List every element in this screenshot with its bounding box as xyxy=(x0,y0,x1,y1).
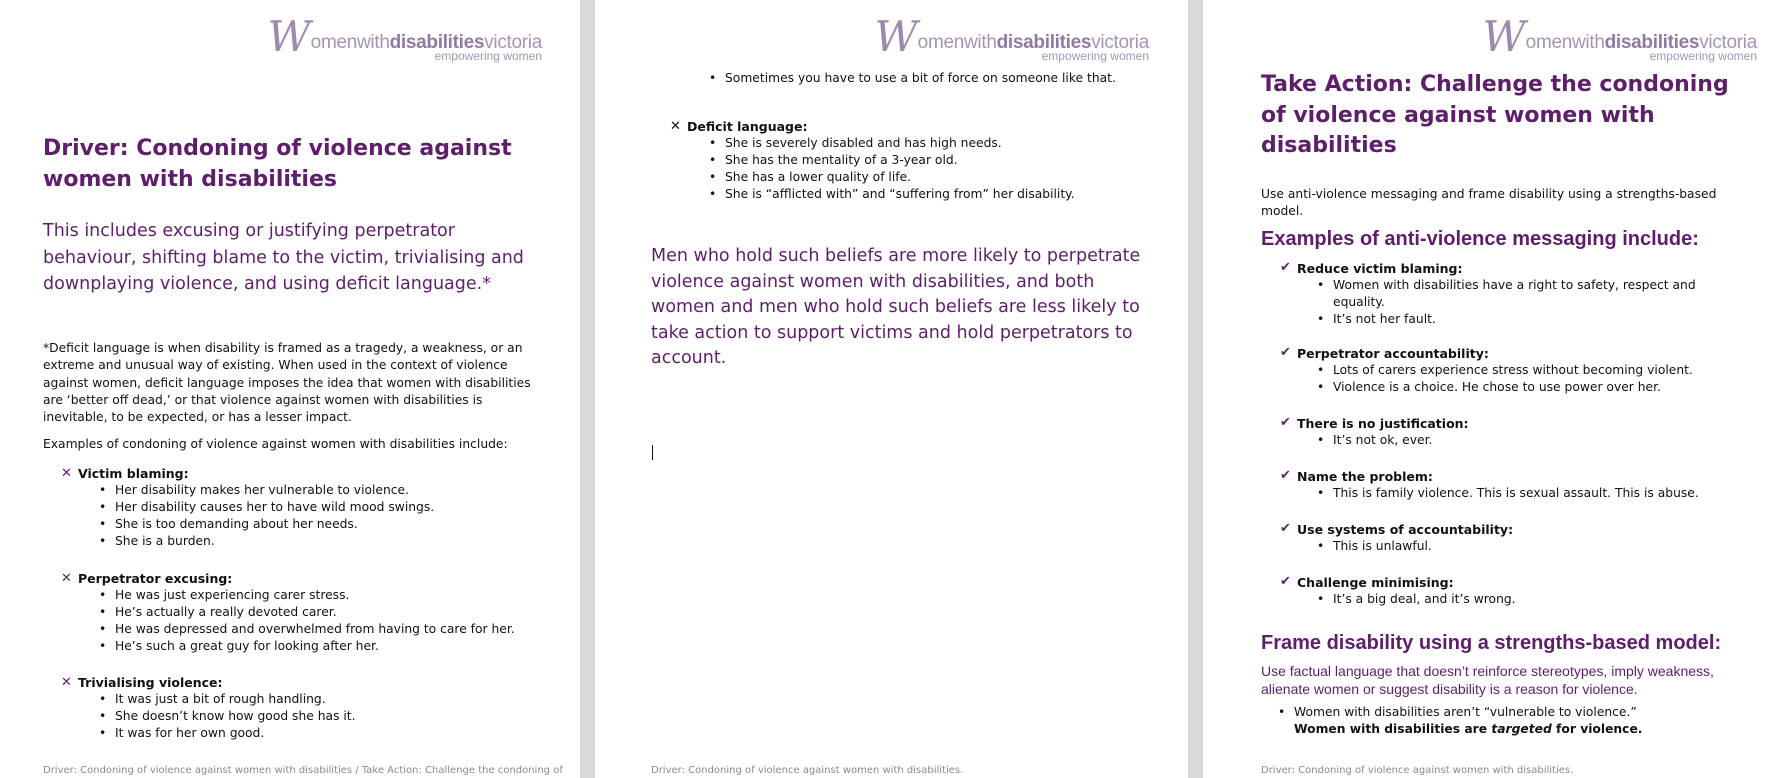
group-heading: Perpetrator excusing: xyxy=(78,571,233,586)
group-heading: Perpetrator accountability: xyxy=(1297,346,1489,361)
example-group-deficit-language xyxy=(670,118,1157,203)
logo-text-victoria: victoria xyxy=(484,32,542,53)
logo-tagline: empowering women xyxy=(434,49,542,63)
group-heading: Trivialising violence: xyxy=(78,675,223,690)
list-item: • It was for her own good. xyxy=(115,725,548,742)
checkmark-icon: ✔ xyxy=(1280,521,1291,536)
frame-item-line: Women with disabilities aren’t “vulnerable to violence.” xyxy=(1294,705,1637,719)
logo xyxy=(267,12,542,66)
logo xyxy=(1482,12,1757,66)
logo-text-with: with xyxy=(1572,32,1605,53)
list-item: • She is a burden. xyxy=(115,533,548,550)
list-item: • He was depressed and overwhelmed from having to care for her. xyxy=(115,621,548,638)
list-item: • She doesn’t know how good she has it. xyxy=(115,708,548,725)
frame-list xyxy=(1294,704,1744,738)
frame-heading: Frame disability using a strengths-based model: xyxy=(1261,632,1722,654)
page-footer: Driver: Condoning of violence against women with disabilities. xyxy=(651,765,964,776)
cross-icon: ✕ xyxy=(61,571,72,586)
document-page-2 xyxy=(595,0,1188,778)
list-item: • This is family violence. This is sexual assault. This is abuse. xyxy=(1333,485,1757,502)
cross-icon: ✕ xyxy=(61,675,72,690)
frame-text: Use factual language that doesn’t reinforce stereotypes, imply weakness, alienate women or suggest disability is a reason for violence. xyxy=(1261,663,1714,697)
list-item: • It’s not her fault. xyxy=(1333,311,1733,328)
list-item: • He’s such a great guy for looking after her. xyxy=(115,638,548,655)
action-group-challenge-minimising xyxy=(1280,574,1757,608)
group-heading: Victim blaming: xyxy=(78,466,189,481)
group-heading: Deficit language: xyxy=(687,119,808,134)
example-group-trivialising-violence xyxy=(61,674,548,742)
page-title: Driver: Condoning of violence against women with disabilities xyxy=(43,136,512,192)
logo-w: W xyxy=(267,12,311,61)
logo-text-disabilities: disabilities xyxy=(1604,32,1700,53)
frame-item-bold: Women with disabilities are xyxy=(1294,722,1492,736)
group-heading: There is no justification: xyxy=(1297,416,1469,431)
text-cursor xyxy=(652,445,653,460)
list-item: • She has a lower quality of life. xyxy=(725,169,1157,186)
document-page-1 xyxy=(0,0,580,778)
group-heading: Use systems of accountability: xyxy=(1297,522,1514,537)
list-item: • This is unlawful. xyxy=(1333,538,1757,555)
list-item: • Her disability makes her vulnerable to violence. xyxy=(115,482,548,499)
examples-heading: Examples of anti-violence messaging include: xyxy=(1261,228,1699,250)
group-heading: Challenge minimising: xyxy=(1297,575,1454,590)
logo-w: W xyxy=(1482,12,1526,61)
list-item: • Sometimes you have to use a bit of force on someone like that. xyxy=(725,70,1155,87)
checkmark-icon: ✔ xyxy=(1280,415,1291,430)
examples-lead: Examples of condoning of violence against women with disabilities include: xyxy=(43,437,508,451)
list-item: • It was just a bit of rough handling. xyxy=(115,691,548,708)
example-group-victim-blaming xyxy=(61,465,548,550)
logo-text-women: omen xyxy=(310,32,357,53)
frame-item-bold-end: for violence. xyxy=(1551,722,1643,736)
list-item xyxy=(1294,704,1744,738)
logo-text-with: with xyxy=(964,32,997,53)
list-item: • Violence is a choice. He chose to use power over her. xyxy=(1333,379,1757,396)
list-item: • She is “afflicted with” and “suffering from” her disability. xyxy=(725,186,1157,203)
logo-tagline: empowering women xyxy=(1649,49,1757,63)
list-item: • He’s actually a really devoted carer. xyxy=(115,604,548,621)
logo-tagline: empowering women xyxy=(1041,49,1149,63)
list-item: • Lots of carers experience stress without becoming violent. xyxy=(1333,362,1757,379)
checkmark-icon: ✔ xyxy=(1280,345,1291,360)
intro-text: This includes excusing or justifying perpetrator behaviour, shifting blame to the victim, trivialising and downplaying violence, and using deficit language.* xyxy=(43,221,524,294)
logo-text-disabilities: disabilities xyxy=(996,32,1092,53)
logo xyxy=(874,12,1149,66)
checkmark-icon: ✔ xyxy=(1280,574,1291,589)
action-group-name-the-problem xyxy=(1280,468,1757,502)
frame-item-italic: targeted xyxy=(1491,722,1552,736)
example-group-perpetrator-excusing xyxy=(61,570,548,655)
page-footer: Driver: Condoning of violence against women with disabilities. xyxy=(1261,765,1574,776)
checkmark-icon: ✔ xyxy=(1280,260,1291,275)
list-item: • Her disability causes her to have wild mood swings. xyxy=(115,499,548,516)
callout-text: Men who hold such beliefs are more likely to perpetrate violence against women with disabilities, and both women and men who hold such beliefs are less likely to take action to support victims and hold perpetrators to account. xyxy=(651,246,1141,368)
group-heading: Name the problem: xyxy=(1297,469,1433,484)
list-item: • Women with disabilities have a right to safety, respect and equality. xyxy=(1333,277,1733,311)
logo-w: W xyxy=(874,12,918,61)
list-item: • It’s not ok, ever. xyxy=(1333,432,1757,449)
lead-text: Use anti-violence messaging and frame disability using a strengths-based model. xyxy=(1261,187,1717,219)
logo-text-with: with xyxy=(357,32,390,53)
logo-text-women: omen xyxy=(1525,32,1572,53)
logo-text-victoria: victoria xyxy=(1699,32,1757,53)
logo-text-women: omen xyxy=(917,32,964,53)
action-group-perpetrator-accountability xyxy=(1280,345,1757,396)
list-item: • She has the mentality of a 3-year old. xyxy=(725,152,1157,169)
checkmark-icon: ✔ xyxy=(1280,468,1291,483)
logo-text-disabilities: disabilities xyxy=(389,32,485,53)
page-footer: Driver: Condoning of violence against women with disabilities / Take Action: Challenge the condoning of xyxy=(43,765,563,776)
group-heading: Reduce victim blaming: xyxy=(1297,261,1463,276)
action-group-reduce-victim-blaming xyxy=(1280,260,1757,328)
logo-text-victoria: victoria xyxy=(1091,32,1149,53)
action-group-systems-of-accountability xyxy=(1280,521,1757,555)
list-item: • She is severely disabled and has high needs. xyxy=(725,135,1157,152)
list-item: • It’s a big deal, and it’s wrong. xyxy=(1333,591,1757,608)
cross-icon: ✕ xyxy=(670,119,681,134)
footnote-text: *Deficit language is when disability is framed as a tragedy, a weakness, or an extreme and unusual way of existing. When used in the context of violence against women, deficit language imposes the idea that women with disabilities are ‘better off dead,’ or that violence against women with disabilities is inevitable, to be expected, or has a lesser impact. xyxy=(43,341,531,425)
cross-icon: ✕ xyxy=(61,466,72,481)
document-page-3 xyxy=(1203,0,1785,778)
page-title: Take Action: Challenge the condoning of violence against women with disabilities xyxy=(1261,72,1729,158)
action-group-no-justification xyxy=(1280,415,1757,449)
list-item: • She is too demanding about her needs. xyxy=(115,516,548,533)
list-item: • He was just experiencing carer stress. xyxy=(115,587,548,604)
